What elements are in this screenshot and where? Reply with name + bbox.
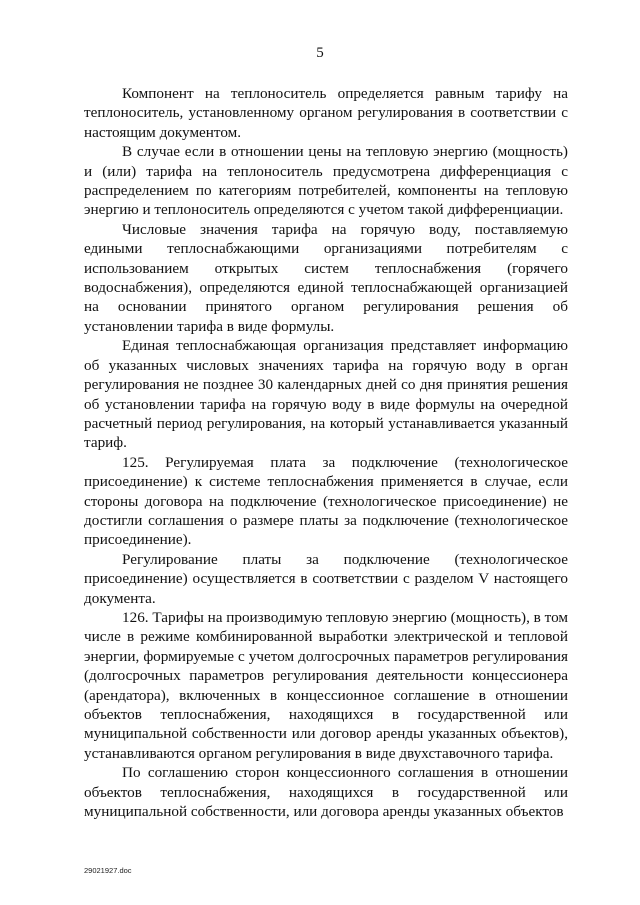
page-number: 5	[316, 45, 324, 61]
paragraph-differentiation: В случае если в отношении цены на тепловую энергию (мощность) и (или) тарифа на теплоноситель предусмотрена дифференциация с распределением по категориям потребителей, компоненты на тепловую энергию и теплоноситель определяются с учетом такой дифференциации.	[84, 143, 568, 219]
paragraph-hot-water-tariff-values: Числовые значения тарифа на горячую воду, поставляемую едиными теплоснабжающими организациями потребителям с использованием открытых систем теплоснабжения (горячего водоснабжения), определяются единой теплоснабжающей организацией на основании принятого органом регулирования решения об установлении тарифа в виде формулы.	[84, 220, 568, 335]
paragraph-item-126: 126. Тарифы на производимую тепловую энергию (мощность), в том числе в режиме комбинированной выработки электрической и тепловой энергии, формируемые с учетом долгосрочных параметров регулирования (долгосрочных параметров регулирования деятельности концессионера (арендатора), включенных в концессионное соглашение в отношении объектов теплоснабжения, находящихся в государственной или муниципальной собственности или договор аренды указанных объектов), устанавливаются органом регулирования в виде двухставочного тарифа.	[84, 608, 568, 762]
document-filename-footer: 29021927.doc	[84, 866, 132, 875]
paragraph-item-125: 125. Регулируемая плата за подключение (технологическое присоединение) к системе теплоснабжения применяется в случае, если стороны договора на подключение (технологическое присоединение) не достигли соглашения о размере платы за подключение (технологическое присоединение).	[84, 453, 568, 549]
paragraph-concession-agreement: По соглашению сторон концессионного соглашения в отношении объектов теплоснабжения, находящихся в государственной или муниципальной собственности, или договора аренды указанных объектов	[84, 764, 568, 821]
paragraph-single-heat-supply-organization: Единая теплоснабжающая организация представляет информацию об указанных числовых значениях тарифа на горячую воду в орган регулирования не позднее 30 календарных дней со дня принятия решения об установлении тарифа на горячую воду в виде формулы на очередной расчетный период регулирования, на который устанавливается указанный тариф.	[84, 337, 568, 452]
paragraph-connection-fee-regulation: Регулирование платы за подключение (технологическое присоединение) осуществляется в соответствии с разделом V настоящего документа.	[84, 550, 568, 607]
document-body	[84, 84, 568, 821]
paragraph-heat-carrier-component: Компонент на теплоноситель определяется равным тарифу на теплоноситель, установленному органом регулирования в соответствии с настоящим документом.	[84, 85, 568, 141]
